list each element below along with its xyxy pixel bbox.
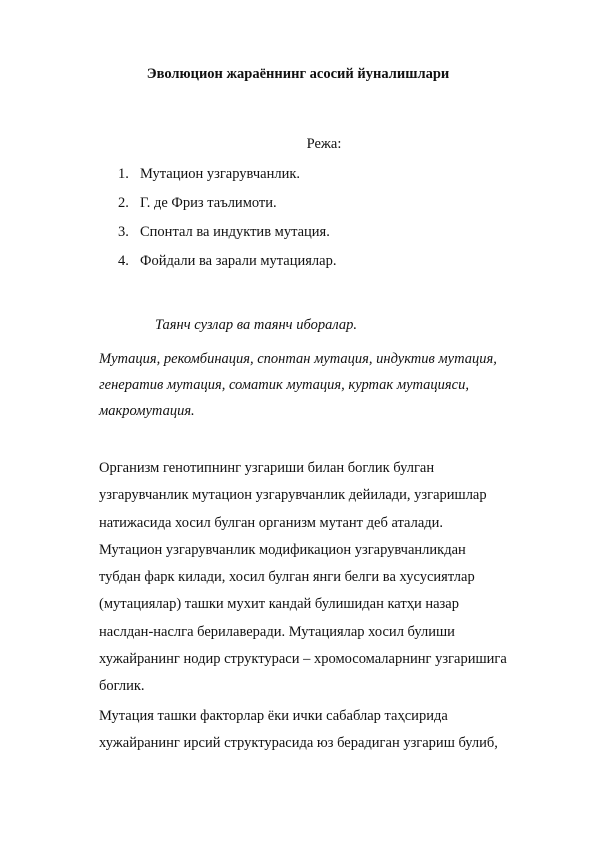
paragraph-line: хужайранинг ирсий структурасида юз берадиган узгариш булиб,	[99, 734, 498, 751]
paragraph-1	[99, 455, 559, 701]
keywords-line: Мутация, рекомбинация, спонтан мутация, индуктив мутация,	[99, 351, 497, 367]
plan-item-number: 1.	[118, 166, 129, 182]
plan-item	[118, 195, 336, 224]
plan-item-text: Мутацион узгарувчанлик.	[140, 166, 301, 182]
paragraph-line: Организм генотипнинг узгариши билан боглик булган	[99, 460, 435, 476]
keywords-heading: Таянч сузлар ва таянч иборалар.	[155, 317, 357, 333]
keywords-line: макромутация.	[99, 403, 195, 419]
paragraph-line: наслдан-наслга берилаверади. Мутациялар хосил булиши	[99, 623, 455, 640]
paragraph-line: натижасида хосил булган организм мутант деб аталади.	[99, 514, 444, 531]
plan-item-text: Фойдали ва зарали мутациялар.	[140, 253, 337, 269]
paragraph-line: (мутациялар) ташки мухит кандай булишидан катҳи назар	[99, 596, 459, 613]
plan-item-number: 4.	[118, 253, 129, 269]
plan-item	[118, 224, 336, 253]
keywords-line: генератив мутация, соматик мутация, куртак мутацияси,	[99, 377, 469, 393]
paragraph-line: узгарувчанлик мутацион узгарувчанлик дейилади, узгаришлар	[99, 487, 487, 504]
paragraph-line: хужайранинг нодир структураси – хромосомаларнинг узгаришига	[99, 651, 507, 668]
paragraph-line: боглик.	[99, 678, 145, 695]
paragraph-line: Мутацион узгарувчанлик модификацион узгарувчанликдан	[99, 541, 466, 558]
paragraph-line: Мутация ташки факторлар ёки ички сабаблар таҳсирида	[99, 707, 448, 724]
body-text	[99, 455, 559, 757]
document-title: Эволюцион жараённинг асосий йуналишлари	[146, 66, 450, 82]
plan-item	[118, 166, 336, 195]
plan-item-number: 2.	[118, 195, 129, 211]
plan-item-number: 3.	[118, 224, 129, 240]
keywords-list	[99, 346, 549, 424]
plan-item-text: Г. де Фриз таълимоти.	[140, 195, 277, 211]
plan-list	[118, 166, 336, 282]
paragraph-2	[99, 703, 559, 758]
plan-item	[118, 253, 336, 282]
plan-label: Режа:	[306, 136, 342, 152]
paragraph-line: тубдан фарк килади, хосил булган янги белги ва хусусиятлар	[99, 569, 475, 586]
plan-item-text: Спонтал ва индуктив мутация.	[140, 224, 330, 240]
